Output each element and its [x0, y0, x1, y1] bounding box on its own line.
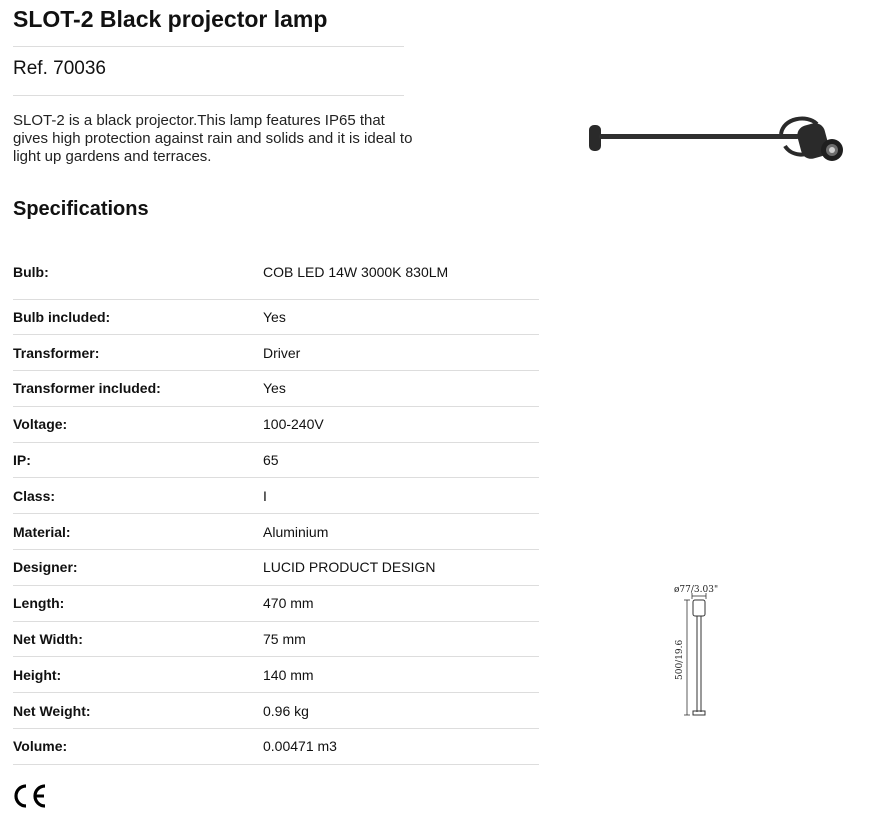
- height-label: 500/19.6: [675, 639, 685, 680]
- spec-value: Yes: [263, 299, 539, 335]
- spec-label: Net Width:: [13, 621, 263, 657]
- spec-label: Transformer included:: [13, 371, 263, 407]
- spec-value: 470 mm: [263, 585, 539, 621]
- spec-value: 140 mm: [263, 657, 539, 693]
- spec-label: Material:: [13, 514, 263, 550]
- spec-value: 65: [263, 442, 539, 478]
- spec-row: [13, 585, 539, 621]
- spec-row: [13, 299, 539, 335]
- spec-label: Net Weight:: [13, 693, 263, 729]
- spec-label: Voltage:: [13, 406, 263, 442]
- ce-mark-icon: [12, 782, 48, 810]
- product-image: [585, 112, 850, 172]
- spec-value: LUCID PRODUCT DESIGN: [263, 550, 539, 586]
- spec-value: Yes: [263, 371, 539, 407]
- spec-row: [13, 371, 539, 407]
- reference-divider: [13, 95, 404, 96]
- spec-row: [13, 550, 539, 586]
- spec-value: COB LED 14W 3000K 830LM: [263, 245, 539, 299]
- spec-value: 75 mm: [263, 621, 539, 657]
- spec-label: Transformer:: [13, 335, 263, 371]
- spec-row: [13, 657, 539, 693]
- product-title: SLOT-2 Black projector lamp: [13, 6, 328, 32]
- spec-row: [13, 245, 539, 299]
- spec-label: Volume:: [13, 729, 263, 765]
- spec-value: 0.96 kg: [263, 693, 539, 729]
- product-description: SLOT-2 is a black projector.This lamp features IP65 that gives high protection against rain and solids and it is ideal to light up gardens and terraces.: [13, 112, 413, 165]
- dimension-drawing: [668, 580, 738, 725]
- spec-value: I: [263, 478, 539, 514]
- spec-label: Length:: [13, 585, 263, 621]
- spec-row: [13, 335, 539, 371]
- spec-row: [13, 442, 539, 478]
- spec-label: Bulb:: [13, 245, 263, 299]
- spec-label: IP:: [13, 442, 263, 478]
- spec-value: Driver: [263, 335, 539, 371]
- spec-value: 100-240V: [263, 406, 539, 442]
- spec-row: [13, 693, 539, 729]
- specifications-heading: Specifications: [13, 198, 149, 220]
- specifications-table: [13, 245, 539, 765]
- spec-row: [13, 514, 539, 550]
- title-divider: [13, 46, 404, 47]
- spec-label: Height:: [13, 657, 263, 693]
- spec-value: 0.00471 m3: [263, 729, 539, 765]
- diameter-label: ø77/3.03": [674, 585, 719, 595]
- spec-row: [13, 729, 539, 765]
- spec-label: Class:: [13, 478, 263, 514]
- product-reference: Ref. 70036: [13, 58, 106, 79]
- spec-row: [13, 406, 539, 442]
- spec-label: Bulb included:: [13, 299, 263, 335]
- spec-row: [13, 621, 539, 657]
- spec-label: Designer:: [13, 550, 263, 586]
- spec-value: Aluminium: [263, 514, 539, 550]
- spec-row: [13, 478, 539, 514]
